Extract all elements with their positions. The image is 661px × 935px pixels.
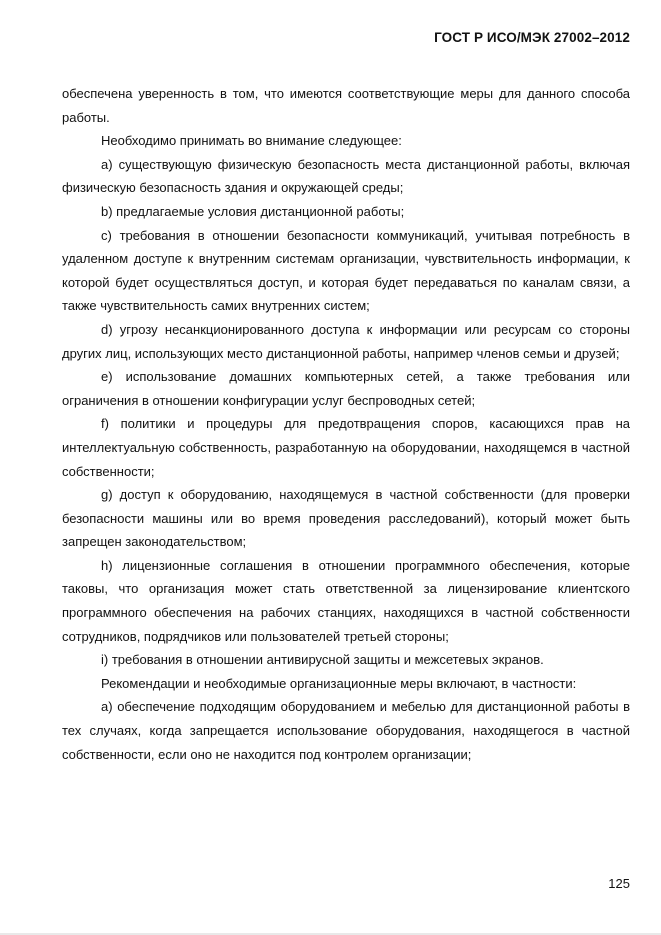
paragraph-recommendations: Рекомендации и необходимые организационные меры включают, в частности:: [101, 675, 577, 691]
list-item-d: d) угрозу несанкционированного доступа к информации или ресурсам со стороны других лиц, использующих место дистанционной работы, например членов семьи и друзей;: [62, 321, 630, 361]
list-item-h: h) лицензионные соглашения в отношении программного обеспечения, которые таковы, что организация может стать ответственной за лицензирование клиентского программного обеспечения на рабочих станциях, находящихся в частной собственности сотрудников, подрядчиков или пользователей третьей стороны;: [62, 557, 630, 644]
page-number: 125: [608, 876, 630, 891]
list-item-g: g) доступ к оборудованию, находящемуся в частной собственности (для проверки безопасности машины или во время проведения расследований), который может быть запрещен законодательством;: [62, 487, 630, 550]
document-body: [62, 82, 630, 766]
list-item-a: a) существующую физическую безопасность места дистанционной работы, включая физическую безопасность здания и окружающей среды;: [62, 156, 630, 196]
list-item-f: f) политики и процедуры для предотвращения споров, касающихся прав на интеллектуальную собственность, разработанную на оборудовании, находящемся в частной собственности;: [62, 416, 630, 479]
list-item-e: e) использование домашних компьютерных сетей, а также требования или ограничения в отношении конфигурации услуг беспроводных сетей;: [62, 369, 630, 408]
list-item-i: i) требования в отношении антивирусной защиты и межсетевых экранов.: [101, 652, 544, 668]
recommendation-item-a: a) обеспечение подходящим оборудованием и мебелью для дистанционной работы в тех случаях, когда запрещается использование оборудования, находящегося в частной собственности, если оно не находится под контролем организации;: [62, 699, 630, 762]
paragraph-continuation: обеспечена уверенность в том, что имеются соответствующие меры для данного способа работы.: [62, 86, 630, 125]
list-item-c: c) требования в отношении безопасности коммуникаций, учитывая потребность в удаленном доступе к внутренним системам организации, чувствительность информации, к которой будет осуществляться доступ, и которая будет передаваться по каналам связи, а также чувствительность самих внутренних систем;: [62, 227, 630, 314]
list-item-b: b) предлагаемые условия дистанционной работы;: [101, 203, 405, 219]
paragraph-intro: Необходимо принимать во внимание следующее:: [101, 133, 402, 149]
document-header: ГОСТ Р ИСО/МЭК 27002–2012: [434, 30, 630, 45]
